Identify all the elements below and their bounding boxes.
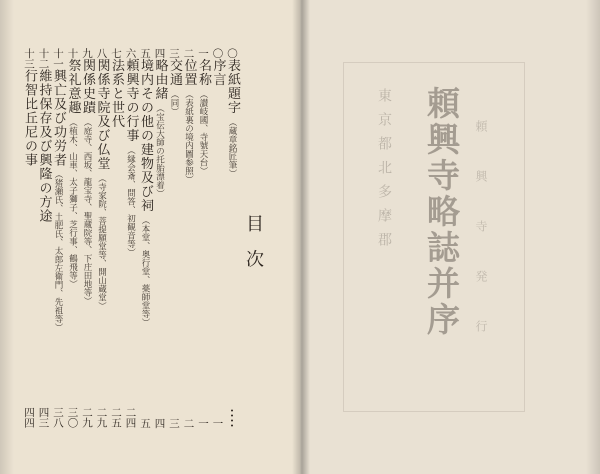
toc-entry [224, 48, 240, 428]
toc-entry-title: 名称 [196, 58, 211, 87]
toc-entry [108, 48, 124, 428]
toc-entry-title: 境内その他の建物及び祠 [138, 58, 153, 213]
toc-page-number: 一 [211, 417, 224, 428]
toc-entry [137, 48, 153, 428]
toc-entry [50, 48, 66, 428]
toc-entry [65, 48, 81, 428]
toc-entry-note: （庭寺、西坂、龍宝寺、聖蔵院等、下庄田地等） [82, 117, 92, 305]
toc-entry [79, 48, 95, 428]
toc-entry-number: 十二 [37, 48, 50, 69]
toc-entry [195, 48, 211, 428]
toc-page-number: 三八 [52, 407, 64, 428]
toc-entry-note: （同） [169, 89, 179, 115]
toc-entry-number: 九 [81, 48, 93, 59]
toc-page-number: 三〇 [66, 407, 79, 428]
toc-entry [36, 48, 52, 428]
toc-entry [210, 48, 226, 428]
toc-entry-title: 位置 [181, 58, 197, 87]
book-gutter [292, 0, 310, 474]
toc-page-number: 五 [139, 417, 151, 428]
toc-entry [123, 48, 139, 428]
toc-entry-title: 序言 [210, 58, 226, 87]
toc-entry-number: 四 [153, 48, 166, 59]
toc-page-number: 四四 [23, 407, 35, 428]
toc-dot-leader [231, 408, 233, 428]
toc-page-number: 四 [153, 417, 166, 428]
toc-entry-number: 六 [124, 48, 137, 59]
toc-page-number: 三 [168, 417, 180, 428]
toc-entry-title: 維持保存及び興隆の方途 [36, 69, 52, 223]
toc-entry-title: 関係寺院及び仏堂 [94, 58, 110, 171]
toc-page-number: 二 [182, 417, 195, 428]
toc-entry-number: 〇 [211, 48, 224, 59]
toc-entry-title: 祭礼意趣 [65, 58, 81, 115]
toc-entry-note: （植木、山車、太子獅子、芝行事、鶴飛等） [67, 117, 78, 288]
toc-page-number: 二四 [124, 407, 137, 428]
toc-entry-note: （蔵章銘匠筆） [227, 117, 237, 177]
toc-entry-title: 表紙題字 [225, 58, 240, 115]
faded-subtitle: 東京都北多摩郡 [376, 88, 392, 256]
toc-page-number: 二九 [95, 407, 108, 428]
toc-entry-number: 三 [168, 48, 180, 59]
toc-entry [166, 48, 182, 428]
toc-entry-title: 略由緒 [152, 58, 168, 101]
toc-entry-title: 交通 [167, 58, 182, 87]
toc-entry-note: （寺家院、菩提願堂等、開山蔵堂） [96, 173, 107, 310]
toc-entry-note: （縁会斎、問答、初観音等） [125, 145, 136, 256]
toc-entry-note: （本堂、奥行堂、薬師堂等） [140, 215, 150, 326]
toc-page-number: 四三 [37, 407, 50, 428]
toc-entry-number: 五 [139, 48, 151, 59]
toc-entry-number: 八 [95, 48, 108, 59]
toc-entry-note: （表紙裏の境内圖参照） [183, 89, 194, 183]
toc-entry [21, 48, 37, 428]
toc-entry-note: （宝伝大師の托胎漂着） [154, 103, 165, 197]
toc-entry [152, 48, 168, 428]
toc-entry-title: 法系と世代 [109, 58, 124, 129]
toc-entry [94, 48, 110, 428]
toc-page-number: 一 [197, 417, 209, 428]
page-edge-shadow [0, 0, 14, 474]
toc-entry-number: 七 [110, 48, 122, 59]
toc-entry-number: 十 [66, 48, 79, 59]
toc-entry-note: （讃岐國、寺號天台） [198, 89, 208, 175]
faded-book-title: 頼興寺略誌并序 [422, 86, 461, 338]
toc-entry-number: 一 [197, 48, 209, 59]
toc-entry-number: 十三 [23, 48, 35, 69]
toc-page-number: 二五 [110, 407, 122, 428]
toc-heading: 目 次 [243, 214, 264, 274]
toc-entry-note: （猪瀬氏、土肥氏、太郎左衛門、先祖等） [53, 170, 63, 332]
toc-entry [181, 48, 197, 428]
toc-entry-number: 十一 [52, 48, 64, 69]
page-edge-shadow [586, 0, 600, 474]
toc-entry-number: 〇 [226, 48, 238, 59]
toc-entry-title: 興亡及び功労者 [51, 69, 66, 167]
faded-publisher: 頼 興 寺 発 行 [474, 120, 488, 344]
toc-entry-title: 行智比丘尼の事 [22, 69, 37, 167]
toc-entry-number: 二 [182, 48, 195, 59]
toc-entry-title: 関係史蹟 [80, 58, 95, 115]
toc-entry-title: 頼興寺の行事 [123, 58, 139, 143]
toc-page-number: 二九 [81, 407, 93, 428]
